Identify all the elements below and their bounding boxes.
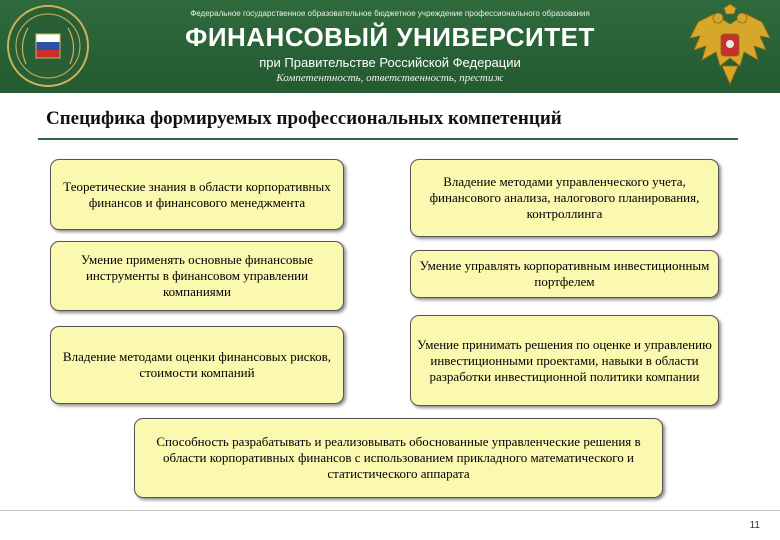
footer-divider <box>0 510 780 511</box>
competency-text: Способность разрабатывать и реализовывать обоснованные управленческие решения в области корпоративных финансов с использованием прикладного математического и статистического аппарата <box>156 434 641 481</box>
competency-box-right-3 <box>410 315 719 406</box>
competency-box-right-2 <box>410 250 719 298</box>
university-subtitle: при Правительстве Российской Федерации <box>259 55 521 70</box>
competency-box-bottom <box>134 418 663 498</box>
competency-text: Владение методами оценки финансовых рисков, стоимости компаний <box>62 349 332 380</box>
competency-box-left-3 <box>50 326 344 404</box>
competency-box-right-1 <box>410 159 719 237</box>
university-motto: Компетентность, ответственность, престиж <box>276 72 504 84</box>
institution-text: Федеральное государственное образовательное бюджетное учреждение профессионального образования <box>190 9 590 18</box>
university-title: ФИНАНСОВЫЙ УНИВЕРСИТЕТ <box>185 22 595 52</box>
competency-box-left-1 <box>50 159 344 230</box>
competency-text: Умение применять основные финансовые инструменты в финансовом управлении компаниями <box>80 252 314 299</box>
slide-title: Специфика формируемых профессиональных компетенций <box>46 108 562 129</box>
competency-text: Умение управлять корпоративным инвестиционным портфелем <box>419 258 710 289</box>
coat-of-arms-icon <box>684 4 776 90</box>
competency-text: Умение принимать решения по оценке и управлению инвестиционными проектами, навыки в области разработки инвестиционной политики компании <box>417 336 712 384</box>
page-number: 11 <box>749 520 760 531</box>
title-divider <box>38 138 738 140</box>
competency-box-left-2 <box>50 241 344 311</box>
header-banner <box>0 0 780 93</box>
competency-text: Владение методами управленческого учета, финансового анализа, налогового планирования, контроллинга <box>429 174 700 221</box>
competency-text: Теоретические знания в области корпоративных финансов и финансового менеджмента <box>63 178 331 210</box>
